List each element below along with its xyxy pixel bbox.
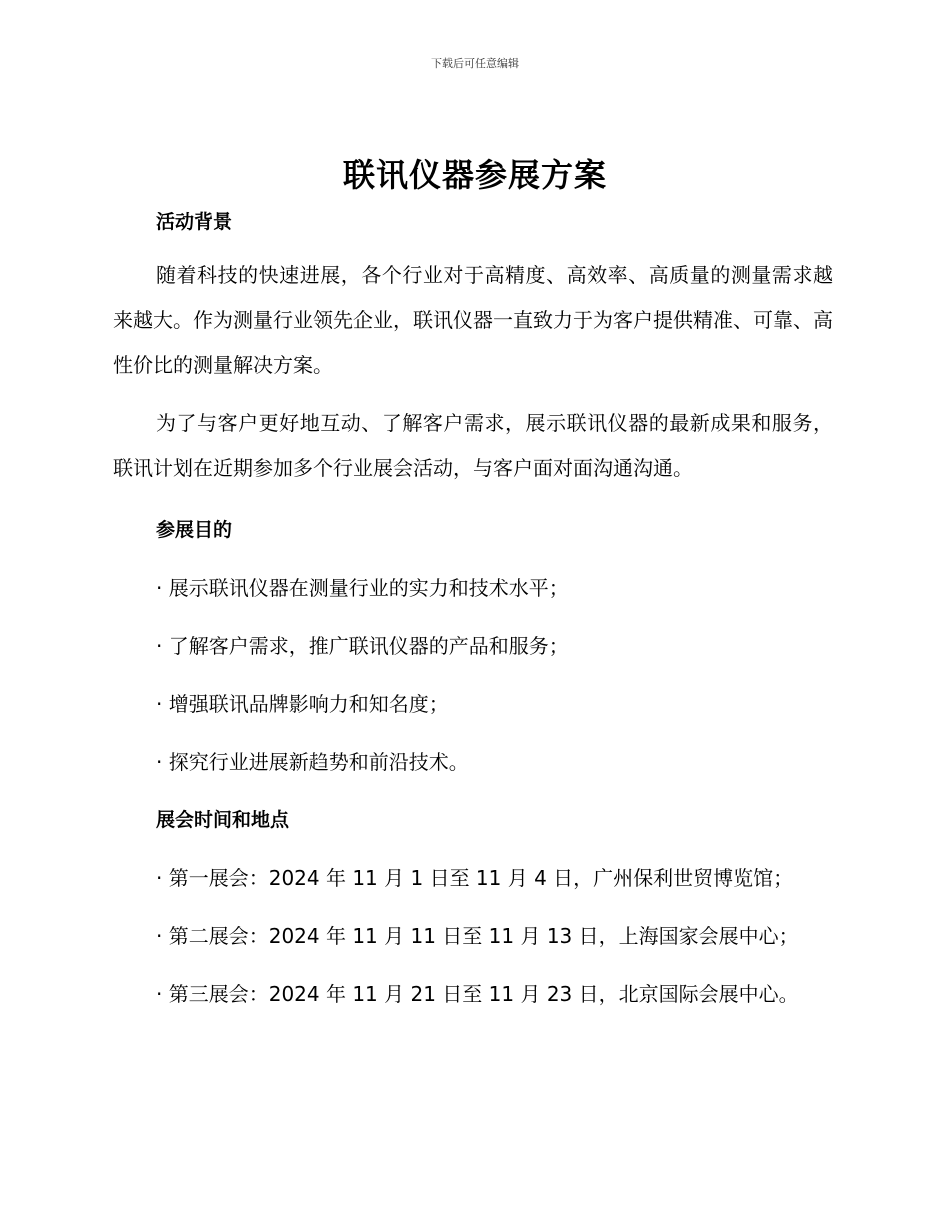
schedule-list-item: · 第一展会：2024 年 11 月 1 日至 11 月 4 日，广州保利世贸博览馆；	[156, 866, 794, 890]
section-heading-schedule: 展会时间和地点	[156, 809, 290, 831]
section-heading-background: 活动背景	[156, 211, 233, 233]
purpose-list-item: · 探究行业进展新趋势和前沿技术。	[156, 750, 469, 774]
document-body	[113, 206, 833, 1010]
background-paragraph-2: 为了与客户更好地互动、了解客户需求，展示联讯仪器的最新成果和服务，联讯计划在近期参加多个行业展会活动，与客户面对面沟通沟通。	[113, 411, 833, 480]
schedule-list-item: · 第二展会：2024 年 11 月 11 日至 11 月 13 日，上海国家会展中心；	[156, 924, 799, 948]
page-header-note: 下载后可任意编辑	[431, 57, 519, 70]
background-paragraph-1: 随着科技的快速进展，各个行业对于高精度、高效率、高质量的测量需求越来越大。作为测量行业领先企业，联讯仪器一直致力于为客户提供精准、可靠、高性价比的测量解决方案。	[113, 263, 833, 377]
document-title: 联讯仪器参展方案	[342, 156, 607, 194]
purpose-list-item: · 展示联讯仪器在测量行业的实力和技术水平；	[156, 576, 569, 600]
schedule-list-item: · 第三展会：2024 年 11 月 21 日至 11 月 23 日，北京国际会展中心。	[156, 982, 799, 1006]
purpose-list-item: · 了解客户需求，推广联讯仪器的产品和服务；	[156, 634, 569, 658]
section-heading-purpose: 参展目的	[156, 519, 233, 541]
purpose-list-item: · 增强联讯品牌影响力和知名度；	[156, 692, 449, 716]
